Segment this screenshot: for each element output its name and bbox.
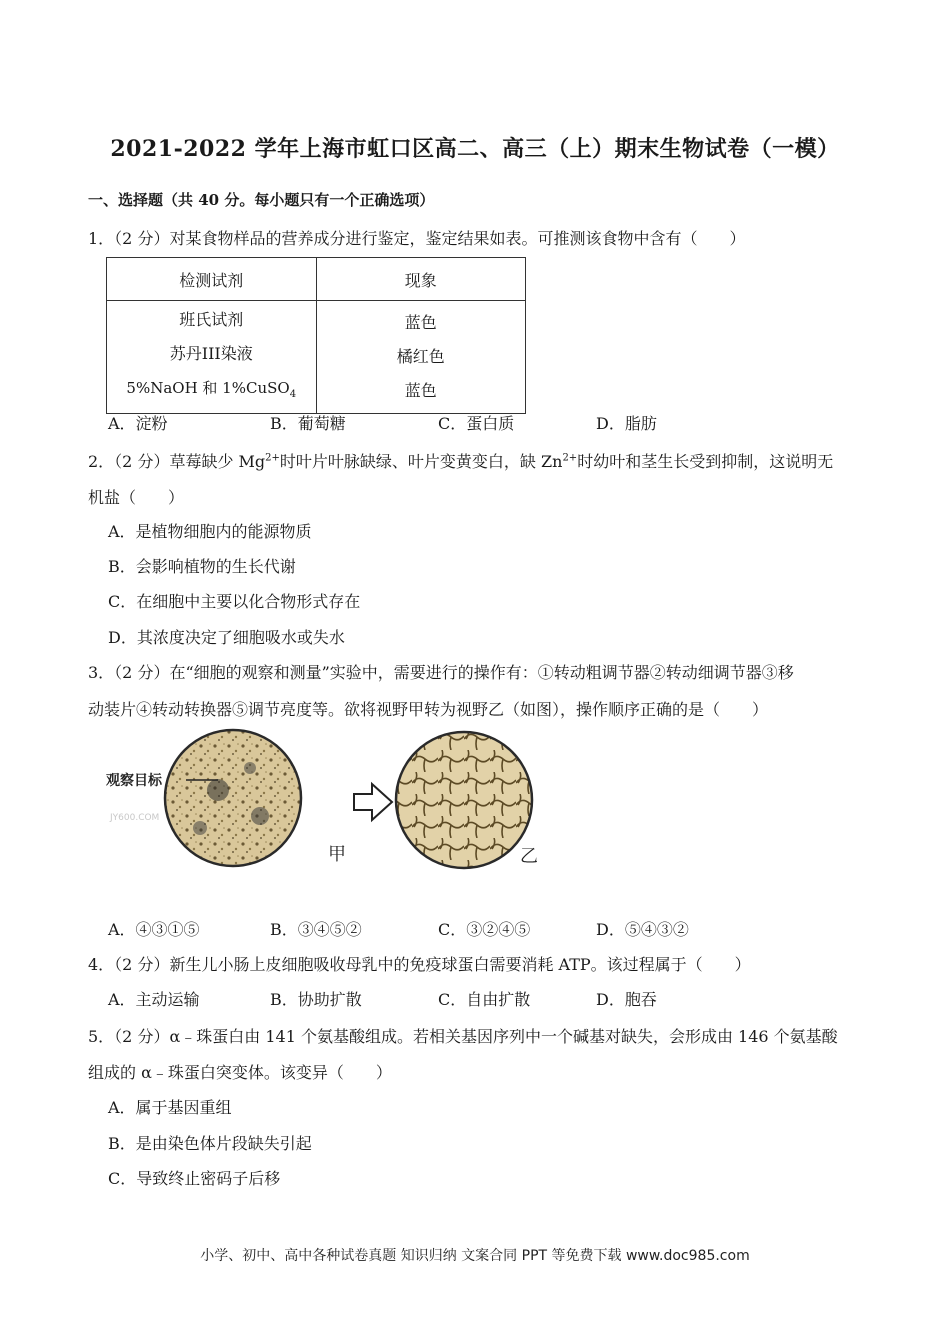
option-a[interactable]: A．是植物细胞内的能源物质	[108, 522, 312, 541]
table-reagent-cell	[107, 301, 317, 414]
option-d[interactable]: D．其浓度决定了细胞吸水或失水	[108, 628, 345, 647]
table-phenomenon-cell	[316, 301, 526, 414]
q2-stem-part: 时幼叶和茎生长受到抑制，这说明无	[577, 452, 834, 471]
option-b[interactable]: B．③④⑤②	[270, 920, 362, 939]
option-b[interactable]: B．协助扩散	[270, 990, 362, 1009]
field-yi-label: 乙	[520, 846, 538, 867]
option-b[interactable]: B．葡萄糖	[270, 414, 346, 433]
q2-stem-line2: 机盐（ ）	[88, 488, 185, 507]
option-c[interactable]: C．自由扩散	[438, 990, 531, 1009]
option-a[interactable]: A．主动运输	[108, 990, 200, 1009]
section-heading: 一、选择题（共 40 分。每小题只有一个正确选项）	[88, 191, 435, 209]
table-header-phenomenon: 现象	[316, 258, 526, 301]
option-d[interactable]: D．胞吞	[596, 990, 657, 1009]
option-c[interactable]: C．③②④⑤	[438, 920, 531, 939]
page-footer: 小学、初中、高中各种试卷真题 知识归纳 文案合同 PPT 等免费下载 www.doc985.com	[200, 1248, 750, 1264]
table-cell	[108, 371, 315, 412]
superscript: 2+	[265, 452, 280, 464]
option-c[interactable]: C．蛋白质	[438, 414, 515, 433]
table-cell: 蓝色	[404, 381, 437, 400]
option-d[interactable]: D．⑤④③②	[596, 920, 689, 939]
option-a[interactable]: A．④③①⑤	[108, 920, 200, 939]
q2-stem	[88, 449, 833, 472]
option-c[interactable]: C．在细胞中主要以化合物形式存在	[108, 592, 361, 611]
option-a[interactable]: A．属于基因重组	[108, 1098, 232, 1117]
option-d[interactable]: D．脂肪	[596, 414, 657, 433]
option-b[interactable]: B．会影响植物的生长代谢	[108, 557, 296, 576]
reagent-formula: 5%NaOH 和 1%CuSO	[126, 378, 290, 397]
q4-stem: 4．（2 分）新生儿小肠上皮细胞吸收母乳中的免疫球蛋白需要消耗 ATP。该过程属于（ ）	[88, 955, 751, 974]
q1-stem: 1．（2 分）对某食物样品的营养成分进行鉴定，鉴定结果如表。可推测该食物中含有（ ）	[88, 229, 746, 248]
option-a[interactable]: A．淀粉	[108, 414, 168, 433]
q2-stem-part: 时叶片叶脉缺绿、叶片变黄变白，缺 Zn	[279, 452, 563, 471]
target-label: 观察目标	[106, 773, 162, 789]
q3-stem-line2: 动装片④转动转换器⑤调节亮度等。欲将视野甲转为视野乙（如图），操作顺序正确的是（ ）	[88, 700, 769, 719]
table-cell: 苏丹III染液	[169, 343, 253, 363]
q2-stem-part: 2．（2 分）草莓缺少 Mg	[88, 452, 266, 471]
field-jia-label: 甲	[328, 844, 346, 865]
option-c[interactable]: C．导致终止密码子后移	[108, 1169, 281, 1188]
arrow-icon	[354, 784, 392, 820]
q3-stem-line1: 3．（2 分）在“细胞的观察和测量”实验中，需要进行的操作有：①转动粗调节器②转动细调节器③移	[88, 663, 794, 682]
table-header-reagent: 检测试剂	[107, 258, 317, 301]
watermark: JY600.COM	[110, 813, 160, 823]
microscope-figure	[100, 728, 560, 874]
q5-stem-line1: 5．（2 分）α﹣珠蛋白由 141 个氨基酸组成。若相关基因序列中一个碱基对缺失，会形成由 146 个氨基酸	[88, 1027, 838, 1046]
field-jia-circle	[165, 730, 301, 866]
subscript: 4	[289, 388, 297, 400]
page-title: 2021-2022 学年上海市虹口区高二、高三（上）期末生物试卷（一模）	[110, 136, 840, 162]
table-cell: 橘红色	[396, 347, 445, 366]
q5-stem-line2: 组成的 α﹣珠蛋白突变体。该变异（ ）	[88, 1063, 392, 1082]
option-b[interactable]: B．是由染色体片段缺失引起	[108, 1134, 312, 1153]
superscript: 2+	[562, 452, 578, 464]
table-cell: 蓝色	[404, 313, 437, 332]
q1-table	[106, 257, 526, 414]
table-cell: 班氏试剂	[179, 309, 244, 329]
field-yi-circle	[396, 732, 532, 868]
